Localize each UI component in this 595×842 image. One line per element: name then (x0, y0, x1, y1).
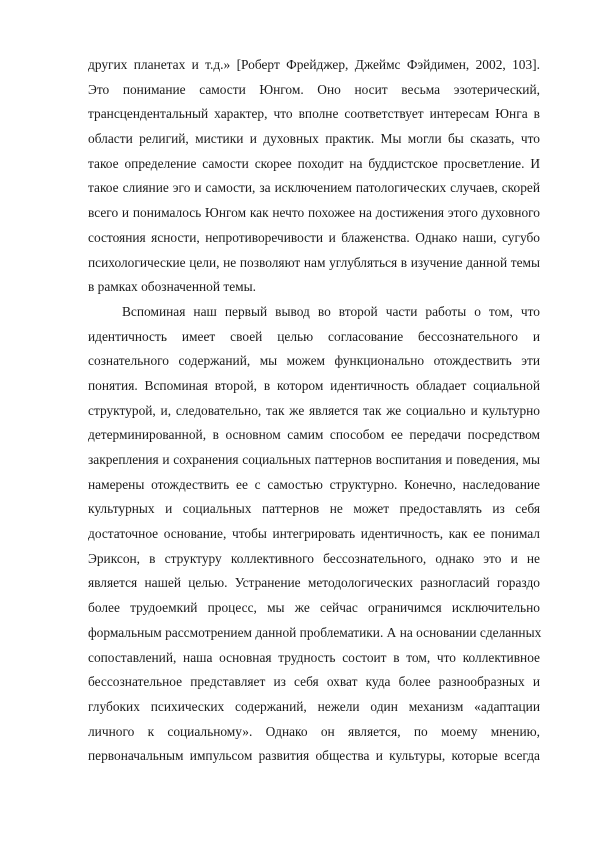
text-line: в рамках обозначенной темы. (88, 279, 256, 295)
text-line: намерены отождествить ее с самостью структурно. Конечно, наследование (88, 476, 540, 492)
body-text (88, 53, 540, 769)
text-line: такое слияние эго и самости, за исключением патологических случаев, скорей (88, 180, 540, 196)
text-line: идентичность имеет своей целью согласование бессознательного и (88, 328, 540, 344)
text-line: бессознательное представляет из себя охват куда более разнообразных и (88, 674, 540, 690)
text-line: является нашей целью. Устранение методологических разногласий гораздо (88, 575, 540, 591)
text-line: понятия. Вспоминая второй, в котором идентичность обладает социальной (88, 377, 540, 393)
text-line: культурных и социальных паттернов не может предоставлять из себя (88, 501, 540, 517)
text-line: достаточное основание, чтобы интегрировать идентичность, как ее понимал (88, 526, 540, 542)
text-line: состояния ясности, непротиворечивости и блаженства. Однако наши, сугубо (88, 229, 540, 245)
text-line: структурой, и, следовательно, так же является так же социально и культурно (88, 402, 540, 418)
paragraph-1 (88, 53, 540, 300)
text-line: Это понимание самости Юнгом. Оно носит весьма эзотерический, (88, 81, 540, 97)
text-line: Эриксон, в структуру коллективного бессознательного, однако это и не (88, 550, 540, 566)
text-line: сопоставлений, наша основная трудность состоит в том, что коллективное (88, 649, 540, 665)
text-line: первоначальным импульсом развития общества и культуры, которые всегда (88, 748, 540, 764)
text-line: такое определение самости скорее походит на буддистское просветление. И (88, 155, 540, 171)
text-line: области религий, мистики и духовных практик. Мы могли бы сказать, что (88, 131, 540, 147)
text-line: детерминированной, в основном самим способом ее передачи посредством (88, 427, 540, 443)
text-line: других планетах и т.д.» [Роберт Фрейджер, Джеймс Фэйдимен, 2002, 103]. (88, 57, 540, 72)
text-line: сознательного содержаний, мы можем функционально отождествить эти (88, 353, 540, 369)
paragraph-2 (88, 300, 540, 769)
text-line: всего и понималось Юнгом как нечто похожее на достижения этого духовного (88, 205, 540, 221)
text-line: формальным рассмотрением данной проблематики. А на основании сделанных (88, 624, 542, 640)
text-line: закрепления и сохранения социальных паттернов воспитания и поведения, мы (88, 452, 540, 467)
text-line: глубоких психических содержаний, нежели один механизм «адаптации (88, 698, 540, 714)
text-line: Вспоминая наш первый вывод во второй части работы о том, что (122, 303, 540, 319)
text-line: трансцендентальный характер, что вполне соответствует интересам Юнга в (88, 106, 540, 122)
text-line: личного к социальному». Однако он является, по моему мнению, (88, 723, 540, 739)
text-line: более трудоемкий процесс, мы же сейчас ограничимся исключительно (88, 600, 540, 616)
text-line: психологические цели, не позволяют нам углубляться в изучение данной темы (88, 254, 540, 270)
